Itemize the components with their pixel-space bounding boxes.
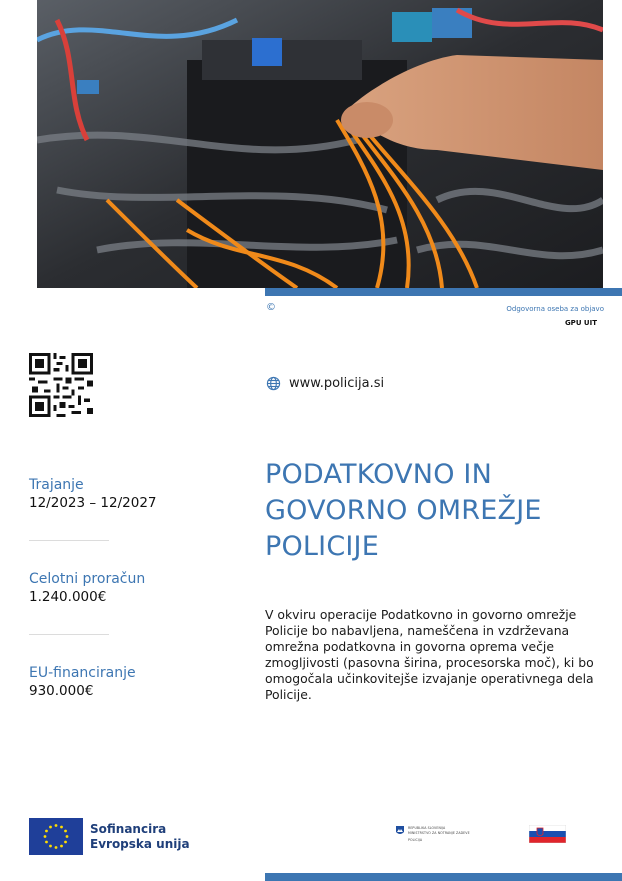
eu-star bbox=[49, 845, 52, 848]
ministry-line: MINISTRSTVO ZA NOTRANJE ZADEVE bbox=[408, 831, 470, 835]
eu-funding-block bbox=[29, 665, 209, 699]
eu-funding-label: EU-financiranje bbox=[29, 665, 136, 681]
divider bbox=[29, 634, 109, 635]
copyright-symbol: © bbox=[266, 302, 276, 313]
coat-of-arms-icon bbox=[396, 826, 404, 836]
description-line: omrežna podatkovna in govorna oprema večje bbox=[265, 639, 554, 654]
ministry-line: REPUBLIKA SLOVENIJA bbox=[408, 826, 446, 830]
divider bbox=[29, 540, 109, 541]
eu-star bbox=[66, 835, 69, 838]
eu-star bbox=[49, 826, 52, 829]
eu-star bbox=[60, 845, 63, 848]
eu-star bbox=[64, 841, 67, 844]
description-line: V okviru operacije Podatkovno in govorno omrežje bbox=[265, 607, 577, 622]
total-budget-value: 1.240.000€ bbox=[29, 589, 107, 605]
description-line: zmogljivosti (pasovna širina, procesorska moč), ki bo bbox=[265, 655, 594, 670]
globe-icon bbox=[266, 376, 281, 391]
eu-text-line1: Sofinancira bbox=[90, 822, 167, 836]
duration-label: Trajanje bbox=[29, 477, 84, 493]
total-budget-block bbox=[29, 571, 209, 605]
eu-text-line2: Evropska unija bbox=[90, 837, 190, 851]
hero-photo-network-cables bbox=[37, 0, 603, 288]
eu-star bbox=[44, 835, 47, 838]
project-title-line: PODATKOVNO IN bbox=[265, 459, 492, 490]
ministry-logo bbox=[396, 826, 470, 842]
description-line: Policije bo nabavljena, nameščena in vzdrževana bbox=[265, 623, 570, 638]
total-budget-label: Celotni proračun bbox=[29, 571, 146, 587]
project-description bbox=[265, 607, 595, 703]
description-line: Policije. bbox=[265, 687, 312, 702]
project-title bbox=[265, 457, 605, 565]
hero-photo-illustration bbox=[37, 0, 603, 288]
responsible-person-label: Odgovorna oseba za objavo bbox=[506, 305, 604, 313]
police-line: POLICIJA bbox=[408, 838, 423, 842]
qr-code-graphic bbox=[29, 353, 93, 417]
duration-block bbox=[29, 477, 209, 511]
eu-star bbox=[55, 824, 58, 827]
project-title-line: GOVORNO OMREŽJE bbox=[265, 495, 542, 526]
eu-funding-value: 930.000€ bbox=[29, 683, 94, 699]
project-title-line: POLICIJE bbox=[265, 531, 379, 562]
website-link[interactable] bbox=[266, 376, 384, 391]
eu-star bbox=[64, 830, 67, 833]
eu-cofinanced-text bbox=[90, 822, 190, 852]
description-line: omogočala učinkovitejše izvajanje operativnega dela bbox=[265, 671, 594, 686]
eu-flag-icon bbox=[29, 818, 83, 855]
qr-code[interactable] bbox=[29, 353, 93, 417]
website-url[interactable]: www.policija.si bbox=[289, 376, 385, 391]
eu-star bbox=[45, 830, 48, 833]
responsible-person-value: GPU UIT bbox=[564, 319, 597, 327]
duration-value: 12/2023 – 12/2027 bbox=[29, 495, 157, 511]
slovenia-flag-icon bbox=[529, 825, 566, 843]
bottom-accent-bar bbox=[265, 873, 622, 881]
top-accent-bar bbox=[265, 288, 622, 296]
eu-star bbox=[55, 846, 58, 849]
eu-star bbox=[60, 826, 63, 829]
eu-star bbox=[45, 841, 48, 844]
